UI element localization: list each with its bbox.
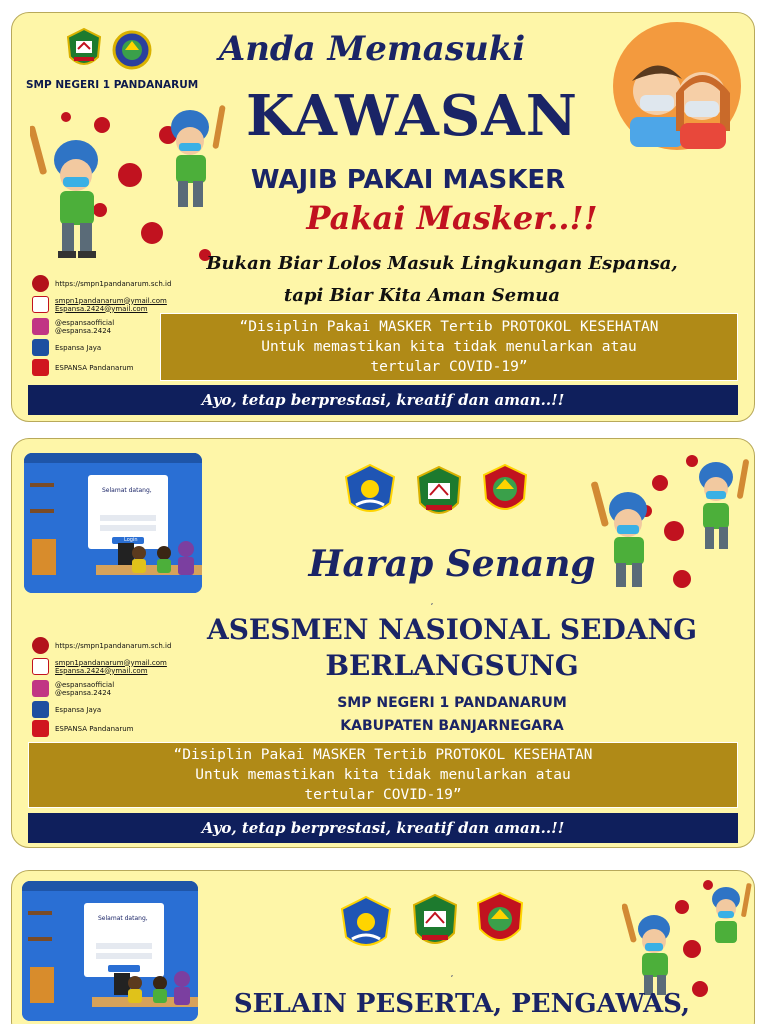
heading-pakai-masker: Pakai Masker..!! [306,199,598,237]
heading-selain-peserta: SELAIN PESERTA, PENGAWAS, [233,989,691,1019]
regency-logo [64,27,104,75]
exam-login-illustration [24,453,202,593]
kids-fighting-virus-illustration [622,877,752,1001]
regency-name: KABUPATEN BANJARNEGARA [340,718,564,734]
school-label: SMP NEGERI 1 PANDANARUM [26,79,199,91]
masked-children-illustration [602,21,752,155]
instagram-icon [32,318,49,335]
facebook-icon [32,701,49,718]
regency-logo [414,465,464,527]
contact-facebook: Espansa Jaya [32,339,101,356]
mail-icon [32,296,49,313]
login-welcome-text: Selamat datang, [102,487,152,494]
staff-notice-banner [11,870,755,1024]
contact-facebook: Espansa Jaya [32,701,101,718]
separator-dot: , [450,969,454,978]
tagline-line-1: Bukan Biar Lolos Masuk Lingkungan Espansa, [206,253,678,274]
school-logo [474,891,526,955]
school-name: SMP NEGERI 1 PANDANARUM [337,695,567,711]
globe-icon [32,637,49,654]
contact-instagram: @espansaofficial @espansa.2424 [32,318,114,335]
contact-website: https://smpn1pandanarum.sch.id [32,275,171,292]
footer-slogan-bar: Ayo, tetap berprestasi, kreatif dan aman..!! [28,813,738,843]
school-logo [480,463,530,523]
heading-berlangsung: BERLANGSUNG [325,649,579,682]
heading-harap-senang: Harap Senang [308,543,596,585]
mask-zone-banner [11,12,755,422]
ministry-logo [338,895,394,959]
contact-website: https://smpn1pandanarum.sch.id [32,637,171,654]
tagline-line-2: tapi Biar Kita Aman Semua [283,285,561,306]
heading-wajib-pakai-masker: WAJIB PAKAI MASKER [250,165,566,195]
regency-logo [410,893,460,957]
heading-asesmen-nasional: ASESMEN NASIONAL SEDANG [206,613,698,646]
school-logo [112,29,152,75]
instagram-icon [32,680,49,697]
login-welcome-text: Selamat datang, [98,915,148,922]
heading-anda-memasuki: Anda Memasuki [218,29,526,69]
youtube-icon [32,359,49,376]
protocol-quote-box: “Disiplin Pakai MASKER Tertib PROTOKOL KESEHATAN Untuk memastikan kita tidak menularkan atau tertular COVID-19” [28,742,738,808]
assessment-banner [11,438,755,848]
protocol-quote-box: “Disiplin Pakai MASKER Tertib PROTOKOL KESEHATAN Untuk memastikan kita tidak menularkan atau tertular COVID-19” [160,313,738,381]
contact-email: smpn1pandanarum@ymail.com Espansa.2424@ymail.com [32,658,167,675]
login-button-label: Login [124,537,138,543]
facebook-icon [32,339,49,356]
kids-fighting-virus-illustration [30,105,230,274]
youtube-icon [32,720,49,737]
separator-dot: , [430,597,434,606]
contact-instagram: @espansaofficial @espansa.2424 [32,680,114,697]
footer-slogan-bar: Ayo, tetap berprestasi, kreatif dan aman..!! [28,385,738,415]
heading-kawasan: KAWASAN [246,83,578,149]
contact-youtube: ESPANSA Pandanarum [32,720,133,737]
ministry-logo [342,463,398,525]
contact-youtube: ESPANSA Pandanarum [32,359,133,376]
mail-icon [32,658,49,675]
globe-icon [32,275,49,292]
contact-email: smpn1pandanarum@ymail.com Espansa.2424@ymail.com [32,296,167,313]
